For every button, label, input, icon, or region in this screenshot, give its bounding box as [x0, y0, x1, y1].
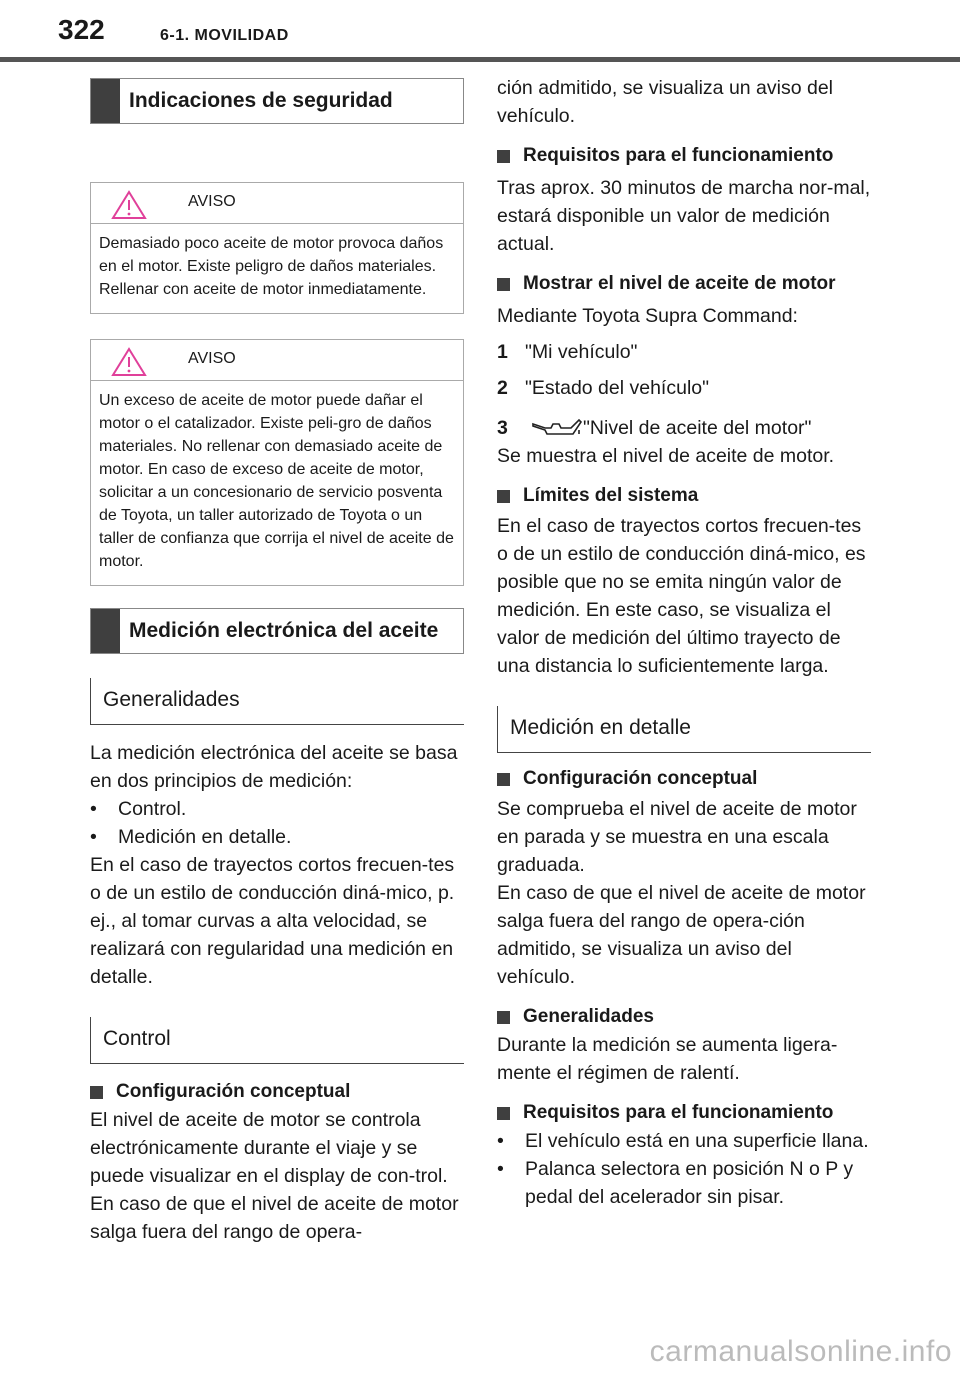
paragraph: Tras aprox. 30 minutos de marcha nor-mal, estará disponible un valor de medición actual. — [497, 177, 871, 255]
paragraph: En el caso de trayectos cortos frecuen-tes o de un estilo de conducción diná-mico, es posible que no se emita ningún valor de medición. En este caso, se visualiza el valor de medición del último trayecto de una distancia lo suficientemente larga. — [497, 515, 866, 677]
generalidades-heading: Generalidades — [90, 678, 464, 725]
square-bullet-icon — [497, 278, 510, 291]
subsection-heading: Configuración conceptual — [90, 1078, 464, 1106]
watermark: carmanualsonline.info — [649, 1335, 952, 1368]
list-item: • El vehículo está en una superficie llana. — [497, 1130, 869, 1152]
note: Se muestra el nivel de aceite de motor. — [497, 445, 835, 467]
safety-heading-box — [90, 78, 464, 124]
warning-box-2 — [90, 339, 464, 586]
square-bullet-icon — [90, 1086, 103, 1099]
square-bullet-icon — [497, 490, 510, 503]
intro-text: La medición electrónica del aceite se basa en dos principios de medición: — [90, 742, 458, 792]
detail-heading: Medición en detalle — [497, 706, 871, 753]
measure-heading-box — [90, 608, 464, 654]
warning-text: Un exceso de aceite de motor puede dañar el motor o el catalizador. Existe peli-gro de daños materiales. No rellenar con demasiado aceite de motor. En caso de exceso de aceite de motor, solicitar a un concesionario de servicio posventa de Toyota, un taller autorizado de Toyota o un taller de confianza que corrija el nivel de aceite de motor. — [99, 392, 454, 570]
paragraph: En caso de que el nivel de aceite de motor salga fuera del rango de opera-ción admitido, se visualiza un aviso del vehículo. — [497, 882, 866, 988]
list-item: • Control. — [90, 798, 187, 820]
heading-bar — [91, 79, 120, 123]
paragraph: ción admitido, se visualiza un aviso del vehículo. — [497, 77, 834, 127]
warning-header — [91, 183, 463, 224]
warning-icon — [111, 347, 147, 377]
paragraph: Mediante Toyota Supra Command: — [497, 305, 798, 327]
measure-heading: Medición electrónica del aceite — [129, 619, 439, 642]
square-bullet-icon — [497, 150, 510, 163]
subsection-heading: Requisitos para el funcionamiento — [497, 142, 871, 170]
control-heading: Control — [90, 1017, 464, 1064]
list-item-text: Palanca selectora en posición N o P y pedal del acelerador sin pisar. — [525, 1158, 854, 1208]
paragraph: En caso de que el nivel de aceite de motor salga fuera del rango de opera- — [90, 1193, 459, 1243]
paragraph: El nivel de aceite de motor se controla electrónicamente durante el viaje y se puede visualizar en el display de con-trol. — [90, 1109, 448, 1187]
subsection-heading: Mostrar el nivel de aceite de motor — [497, 270, 871, 298]
warning-icon — [111, 190, 147, 220]
right-column — [497, 74, 871, 1211]
square-bullet-icon — [497, 773, 510, 786]
subsection-heading: Generalidades — [497, 1003, 871, 1031]
warning-label: AVISO — [188, 193, 236, 210]
warning-box-1 — [90, 182, 464, 314]
page-number: 322 — [58, 14, 105, 45]
subsection-heading: Límites del sistema — [497, 482, 871, 510]
left-column — [90, 78, 464, 1246]
square-bullet-icon — [497, 1107, 510, 1120]
list-item: • Medición en detalle. — [90, 826, 292, 848]
warning-text: Demasiado poco aceite de motor provoca daños en el motor. Existe peligro de daños materiales. Rellenar con aceite de motor inmediatamente. — [99, 235, 444, 298]
heading-bar — [91, 609, 120, 653]
header-rule — [0, 57, 960, 62]
subsection-heading: Configuración conceptual — [497, 765, 871, 793]
safety-heading: Indicaciones de seguridad — [129, 89, 393, 112]
list-item: • Palanca selectora en posición N o P y pedal del acelerador sin pisar. — [497, 1158, 854, 1208]
square-bullet-icon — [497, 1011, 510, 1024]
list-item-text: Control. — [118, 798, 187, 820]
step-item: 3 "Nivel de aceite del motor" — [497, 417, 812, 439]
paragraph: Se comprueba el nivel de aceite de motor en parada y se muestra en una escala graduada. — [497, 798, 857, 876]
list-item-text: Medición en detalle. — [118, 826, 292, 848]
oil-can-icon — [531, 416, 583, 438]
warning-label: AVISO — [188, 350, 236, 367]
list-item-text: El vehículo está en una superficie llana. — [525, 1130, 869, 1152]
paragraph: Durante la medición se aumenta ligera-mente el régimen de ralentí. — [497, 1034, 838, 1084]
paragraph: En el caso de trayectos cortos frecuen-tes o de un estilo de conducción diná-mico, p. ej., al tomar curvas a alta velocidad, se realizará con regularidad una medición en detalle. — [90, 854, 455, 988]
subsection-heading: Requisitos para el funcionamiento — [497, 1099, 871, 1127]
step-item: 2 "Estado del vehículo" — [497, 377, 710, 399]
step-item: 1 "Mi vehículo" — [497, 341, 638, 363]
section-title: 6-1. MOVILIDAD — [160, 27, 289, 44]
warning-header — [91, 340, 463, 381]
